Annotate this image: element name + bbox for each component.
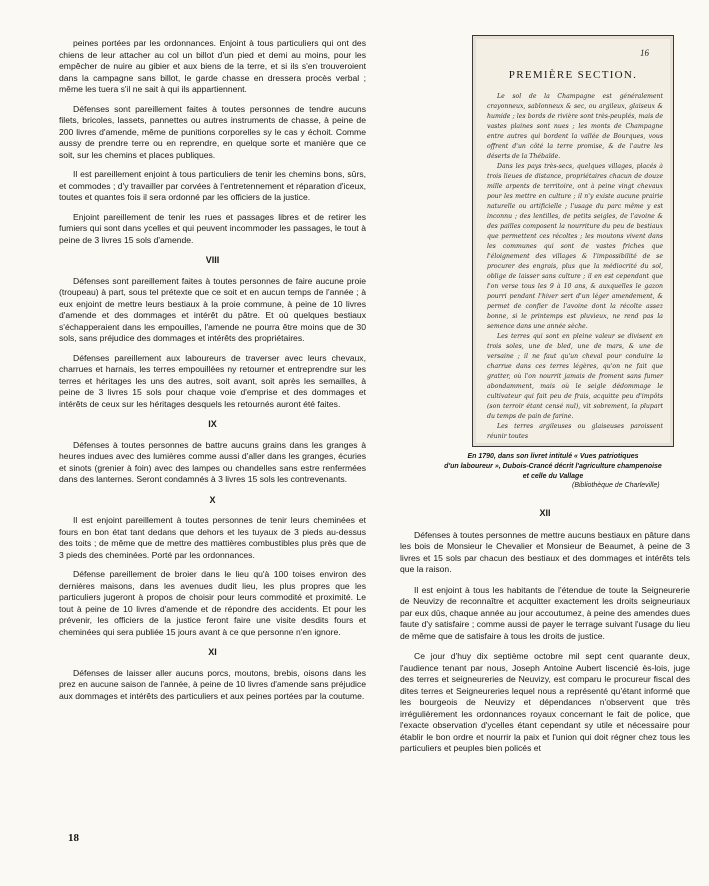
paragraph: Défenses à toutes personnes de mettre aucuns bestiaux en pâture dans les bois de Monsieur le Chevalier et Monsieur de Beaumet, à peine de 3 livres et 15 sols par chacun des bestiaux et des dommages et intérêts tels que la raison. — [400, 529, 690, 574]
section-heading: XII — [539, 508, 551, 518]
figure-page-number: 16 — [640, 48, 649, 58]
figure-title: PREMIÈRE SECTION. — [508, 69, 638, 81]
paragraph: Défenses sont pareillement faites à toutes personnes de faire aucune proie (troupeau) à part, sous tel prétexte que ce soit et en aucun temps de l'année ; à eux enjoint de mettre leurs bestiaux à la proie commune, à peine de 10 livres d'amende et des dommages et intérêt du pâtre. Et où quelques bestiaux s'échapperaient dans les empouilles, l'amende ne pourra être moins que de 30 sols, sans préjudice des dommages et intérêts des propriétaires. — [59, 275, 366, 343]
caption-line: En 1790, dans son livret intitulé « Vues patriotiques — [467, 453, 639, 460]
paragraph: Il est pareillement enjoint à tous particuliers de tenir les chemins bons, sûrs, et commodes ; d'y travailler par corvées à l'entretennement et réparation d'iceux, toutes et quantes fois il sera ordonné par les officiers de la justice. — [59, 169, 366, 202]
historical-book-page-image — [472, 35, 674, 447]
figure-caption — [408, 452, 698, 482]
caption-source: (Bibliothèque de Charleville) — [572, 482, 660, 489]
paragraph: Défenses pareillement aux laboureurs de traverser avec leurs chevaux, charrues et harnais, les terres empouillées ny retourner et entreprendre sur les terres et héritages les uns des autres, soit avant, soit après les semailles, à peine de 3 livres 15 sols pour chaque voie d'emprise et des dommages et intérêts de ceux sur les héritages desquels les retournés auront été faites. — [59, 352, 366, 409]
paragraph: peines portées par les ordonnances. Enjoint à tous particuliers qui ont des chiens de leur attacher au col un billot d'un pied et demi au moins, pour les empêcher de nuire au gibier et aux biens de la terre, et si ils s'en trouveroient dans la campagne sans billot, le garde chasse en dressera procès verbal ; même les tuera s'il ne sait à qui ils appartiennent. — [59, 38, 366, 94]
section-heading: XI — [208, 647, 217, 657]
section-heading: X — [209, 494, 216, 505]
paragraph: Ce jour d'huy dix septième octobre mil sept cent quarante deux, l'audience tenant par nous, Joseph Antoine Aubert liscencié ès-lois, juge des terres et seigneureries de Neuvizy, est comparu le procureur fiscal des dites terres et Seigneureries lequel nous a représenté qu'étant informé que les bourgeois de Neuvizy et dépendances n'observent que très irrégulièrement les ordonnances royaux concernant le fait de police, que l'exacte observation d'ycelles étant cependant sy utile et nécessaire pour établir le bon ordre et nourrir la paix et l'union qui doit régner chez tous les particuliers et peuples bien policés et — [400, 651, 690, 753]
figure-text — [487, 92, 663, 442]
section-heading: VIII — [205, 255, 220, 265]
figure-paragraph: Le sol de la Champagne est généralement crayonneux, sablonneux & sec, ou argileux, glaiseux & humide ; les bords de rivière sont très-peuplés, mais de vastes plaines sont nues ; les monts de Champagne entre autres qui bordent la vallée de Bourques, vous offrent d'un côté la terre promise, & de l'autre les déserts de la Thébaïde. — [487, 93, 663, 160]
paragraph: Enjoint pareillement de tenir les rues et passages libres et de retirer les fumiers qui sont dans ycelles et qui peuvent incommoder les passages, le tout à peine de 3 livres 15 sols d'amende. — [59, 211, 366, 245]
figure-paragraph: Les terres qui sont en pleine valeur se divisent en trois soles, une de bled, une de mars, & une de versaine ; il ne faut qu'un cheval pour conduire la charrue dans ces terres légères, qu'on ne fait que gratter, où l'on nourrit jamais de froment sans fumer abondamment, mais où le seigle dédommage le cultivateur qui fait peu de frais, acquitte peu d'impôts (son terroir étant censé nul), vit sobrement, la plupart du temps de pain de farine. — [487, 333, 663, 420]
paragraph: Défenses à toutes personnes de battre aucuns grains dans les granges à heures indues avec des lumières comme aussi d'aller dans les granges, écuries et sinots (grenier à foin) avec des lampes ou chandelles sans estre renfermées dans des lanternes. Seront condamnés à 3 livres 15 sols les contrevenants. — [59, 439, 366, 484]
caption-line: d'un laboureur », Dubois-Crancé décrit l'agriculture champenoise — [444, 463, 662, 470]
paragraph: Défenses sont pareillement faites à toutes personnes de tendre aucuns filets, bricoles, lassets, pannettes ou autres instruments de chasse, à peine de 200 livres d'amende, même de punitions corporelles sy le cas y échoit. Comme aussy de prendre terre ou en reprendre, en quelque sorte et manière que ce soit, sur les chemins et places publiques. — [59, 103, 366, 160]
paragraph: Il est enjoint à tous les habitants de l'étendue de toute la Seigneurerie de Neuvizy de reconnaître et acquitter exactement les droits seigneuriaux par eux dûs, chaque année au jour accoutumez, à peine des amendes dues faute d'y satisfaire ; comme aussi de payer le terrage suivant l'usage du lieu de même que de satisfaire à tous les droits de justice. — [400, 584, 690, 641]
paragraph: Défense pareillement de broier dans le lieu qu'à 100 toises environ des dernières maisons, dans les avenues dudit lieu, les plus propres que les particuliers jugeront à propos de choisir pour leurs commodité et proximité. Le tout à peine de 10 livres d'amende et de répondre des accidents. Et pour les prévenir, les officiers de la justice feront faire une visite desdits fours et cheminées qui sera publiée 15 jours avant à ce que personne n'en ignore. — [59, 569, 366, 637]
section-heading: IX — [208, 419, 217, 429]
paragraph: Défenses de laisser aller aucuns porcs, moutons, brebis, oisons dans les prez en aucune saison de l'année, à peine de 10 livres d'amende sans préjudice aux dommages et intérêts des particuliers et aux peines portées par la coutume. — [59, 667, 366, 701]
right-column — [400, 508, 690, 764]
page-number: 18 — [68, 832, 79, 844]
figure-paragraph: Dans les pays très-secs, quelques villages, placés à trois lieues de distance, propriétaires chacun de douze mille arpents de territoire, ont à peine vingt chevaux pour les mettre en culture ; il n'y existe aucune prairie naturelle ou artificielle ; l'usage du parc même y est inconnu ; des lentilles, de petits seigles, de l'avoine & des pailles composent la nourriture du peu de bestiaux que permettent ces récoltes ; les moutons vivent dans les communes qui sont de vastes friches que l'éloignement des villages & l'impossibilité de se procurer des engrais, plus que la médiocrité du sol, oblige de laisser sans culture ; il en est cependant que l'on verse tous les 9 à 10 ans, & auxquelles le gazon pourri pendant l'hiver sert d'un léger amendement, & permet de confier de l'avoine dont la récolte assez bonne, si le printemps est pluvieux, ne rend pas la semence dans une année sèche. — [487, 163, 663, 330]
left-column — [59, 38, 366, 710]
caption-line: et celle du Vallage — [522, 473, 584, 480]
figure-paragraph: Les terres argileuses ou glaiseuses paroissent réunir toutes — [487, 423, 663, 440]
paragraph: Il est enjoint pareillement à toutes personnes de tenir leurs cheminées et fours en bon état tant dedans que dehors et les tuyaux de 3 pieds au-dessus des toits ; de même que de mettre des mattières combustibles plus près que de 3 pieds des cheminées. Porté par les ordonnances. — [59, 515, 366, 560]
